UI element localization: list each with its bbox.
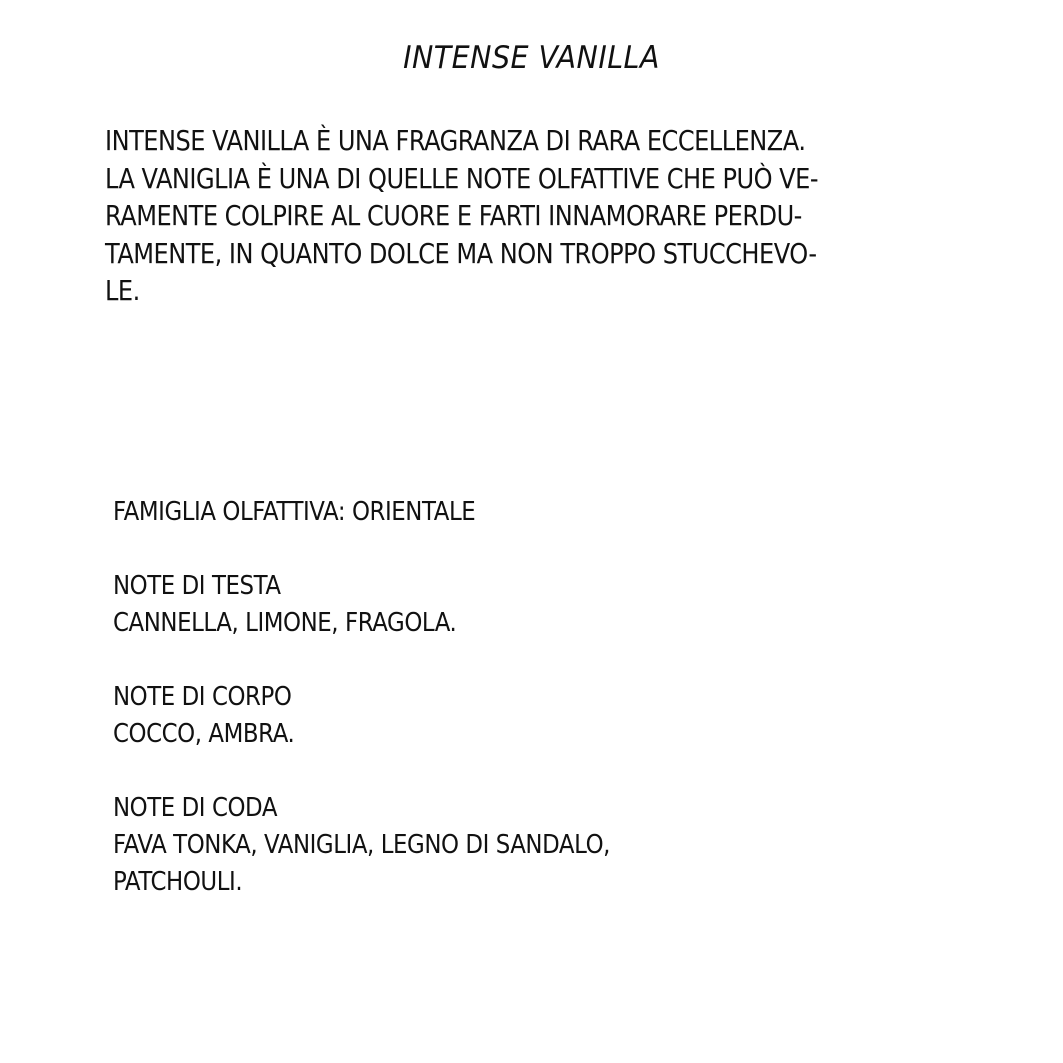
heart-notes-list: COCCO, AMBRA. bbox=[113, 719, 295, 749]
heart-notes-heading: NOTE DI CORPO bbox=[113, 682, 292, 712]
description-line: TAMENTE, IN QUANTO DOLCE MA NON TROPPO STUCCHEVO- bbox=[105, 236, 817, 270]
product-description bbox=[105, 122, 985, 310]
spacer bbox=[113, 531, 678, 568]
spacer bbox=[113, 642, 678, 679]
top-notes-heading: NOTE DI TESTA bbox=[113, 571, 281, 601]
base-notes-heading: NOTE DI CODA bbox=[113, 793, 278, 823]
spacer bbox=[113, 753, 678, 790]
description-line: INTENSE VANILLA È UNA FRAGRANZA DI RARA ECCELLENZA. bbox=[105, 124, 806, 157]
fragrance-details bbox=[113, 494, 678, 901]
description-line: RAMENTE COLPIRE AL CUORE E FARTI INNAMORARE PERDU- bbox=[105, 199, 802, 232]
top-notes-list: CANNELLA, LIMONE, FRAGOLA. bbox=[113, 608, 457, 638]
description-line: LA VANIGLIA È UNA DI QUELLE NOTE OLFATTIVE CHE PUÒ VE- bbox=[105, 161, 819, 195]
description-line: LE. bbox=[105, 274, 140, 307]
base-notes-list: PATCHOULI. bbox=[113, 867, 243, 897]
olfactory-family: FAMIGLIA OLFATTIVA: ORIENTALE bbox=[113, 497, 476, 527]
page-title: INTENSE VANILLA bbox=[403, 40, 660, 76]
base-notes-list: FAVA TONKA, VANIGLIA, LEGNO DI SANDALO, bbox=[113, 830, 610, 860]
